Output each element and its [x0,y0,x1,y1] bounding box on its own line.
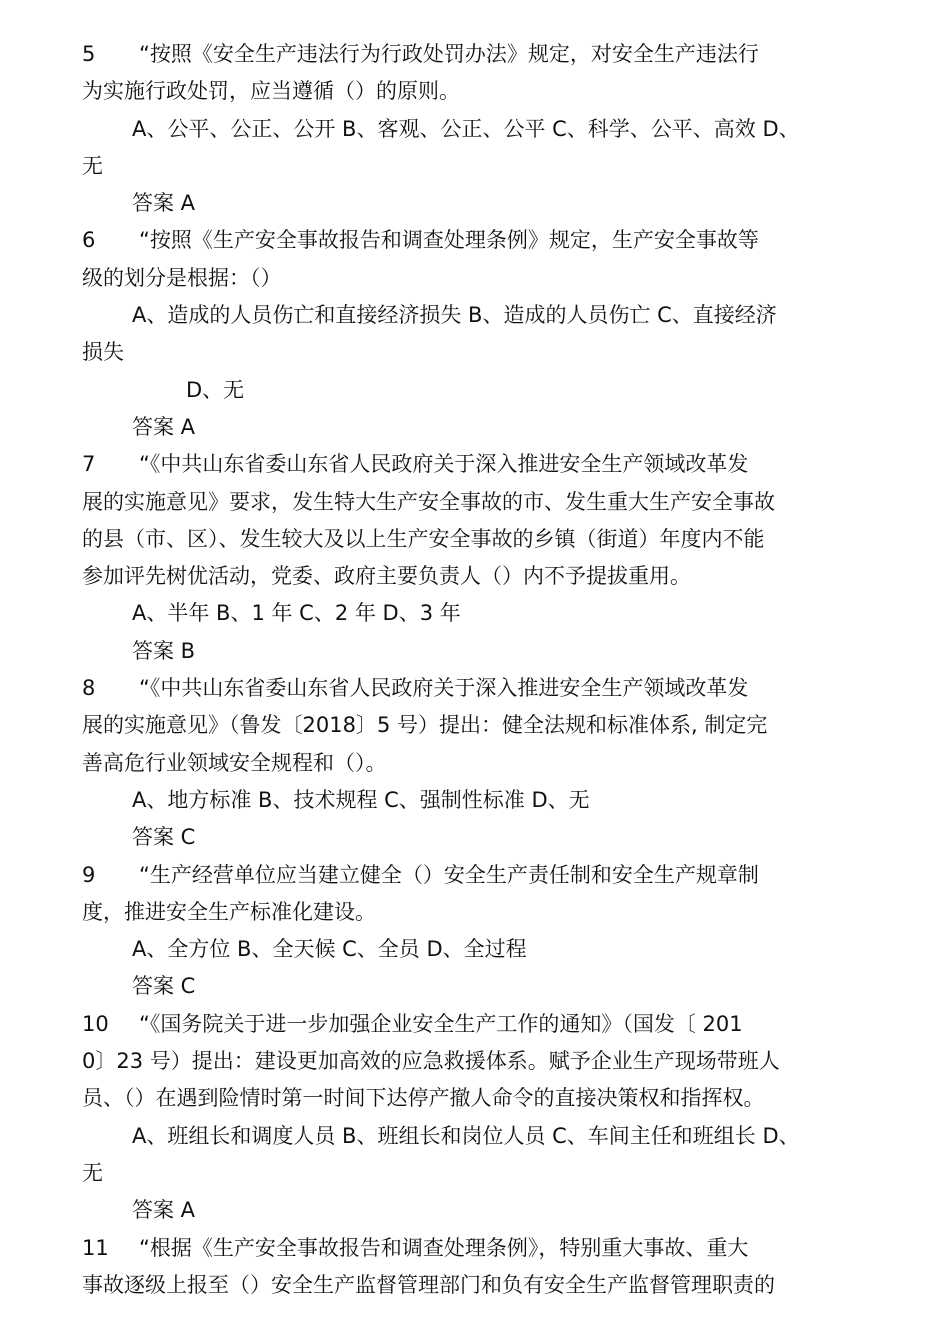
answer-line: 答案 C [132,825,196,850]
option-line: A、半年 B、1 年 C、2 年 D、3 年 [132,601,461,626]
question-text: 展的实施意见》（鲁发〔2018〕5 号）提出：健全法规和标准体系, 制定完 [82,713,768,738]
question-number: 8 [82,676,96,701]
question-number: 5 [82,42,96,66]
question-line [82,446,872,483]
option-line: D、无 [186,377,245,402]
option-line: A、公平、公正、公开 B、客观、公正、公平 C、科学、公平、高效 D、 [132,116,800,141]
question-text: 度，推进安全生产标准化建设。 [82,899,376,924]
question-number: 10 [82,1011,109,1036]
question-line [82,1230,872,1267]
option-line: 无 [82,153,103,178]
question-text: 级的划分是根据：（） [82,265,282,290]
question-text: “生产经营单位应当建立健全（）安全生产责任制和安全生产规章制 [139,862,759,887]
question-text: 为实施行政处罚，应当遵循（）的原则。 [82,79,460,104]
question-line [82,36,872,73]
question-line [82,670,872,707]
option-line: A、班组长和调度人员 B、班组长和岗位人员 C、车间主任和班组长 D、 [132,1123,800,1148]
question-text: 的县（市、区）、发生较大及以上生产安全事故的乡镇（街道）年度内不能 [82,526,765,551]
question-text: 0〕23 号）提出：建设更加高效的应急救援体系。赋予企业生产现场带班人 [82,1049,780,1074]
question-number: 9 [82,862,96,887]
question-line [82,1006,872,1043]
option-line: A、全方位 B、全天候 C、全员 D、全过程 [132,937,527,962]
question-number: 11 [82,1235,109,1260]
question-text: “《中共山东省委山东省人民政府关于深入推进安全生产领域改革发 [139,452,749,477]
question-text: “按照《生产安全事故报告和调查处理条例》规定，生产安全事故等 [139,228,759,253]
question-line [82,857,872,894]
question-number: 6 [82,228,96,253]
question-text: “按照《安全生产违法行为行政处罚办法》规定，对安全生产违法行 [139,42,759,66]
option-line: A、地方标准 B、技术规程 C、强制性标准 D、无 [132,787,590,812]
option-line: 损失 [82,340,124,365]
question-text: “《中共山东省委山东省人民政府关于深入推进安全生产领域改革发 [139,676,749,701]
answer-line: 答案 B [132,638,196,663]
question-text: 参加评先树优活动，党委、政府主要负责人（）内不予提拔重用。 [82,564,691,589]
question-text: 员、（）在遇到险情时第一时间下达停产撤人命令的直接决策权和指挥权。 [82,1086,765,1111]
answer-line: 答案 A [132,191,196,216]
question-text: 善高危行业领域安全规程和（）。 [82,750,387,775]
answer-line: 答案 C [132,974,196,999]
option-line: 无 [82,1160,103,1185]
question-text: 事故逐级上报至（）安全生产监督管理部门和负有安全生产监督管理职责的 [82,1272,775,1297]
answer-line: 答案 A [132,414,196,439]
option-line: A、造成的人员伤亡和直接经济损失 B、造成的人员伤亡 C、直接经济 [132,303,777,328]
question-text: “《国务院关于进一步加强企业安全生产工作的通知》（国发〔 201 [139,1011,743,1036]
answer-line: 答案 A [132,1198,196,1223]
question-text: “根据《生产安全事故报告和调查处理条例》，特别重大事故、重大 [139,1235,749,1260]
question-line [82,222,872,259]
question-text: 展的实施意见》要求，发生特大生产安全事故的市、发生重大生产安全事故 [82,489,775,514]
question-number: 7 [82,452,96,477]
